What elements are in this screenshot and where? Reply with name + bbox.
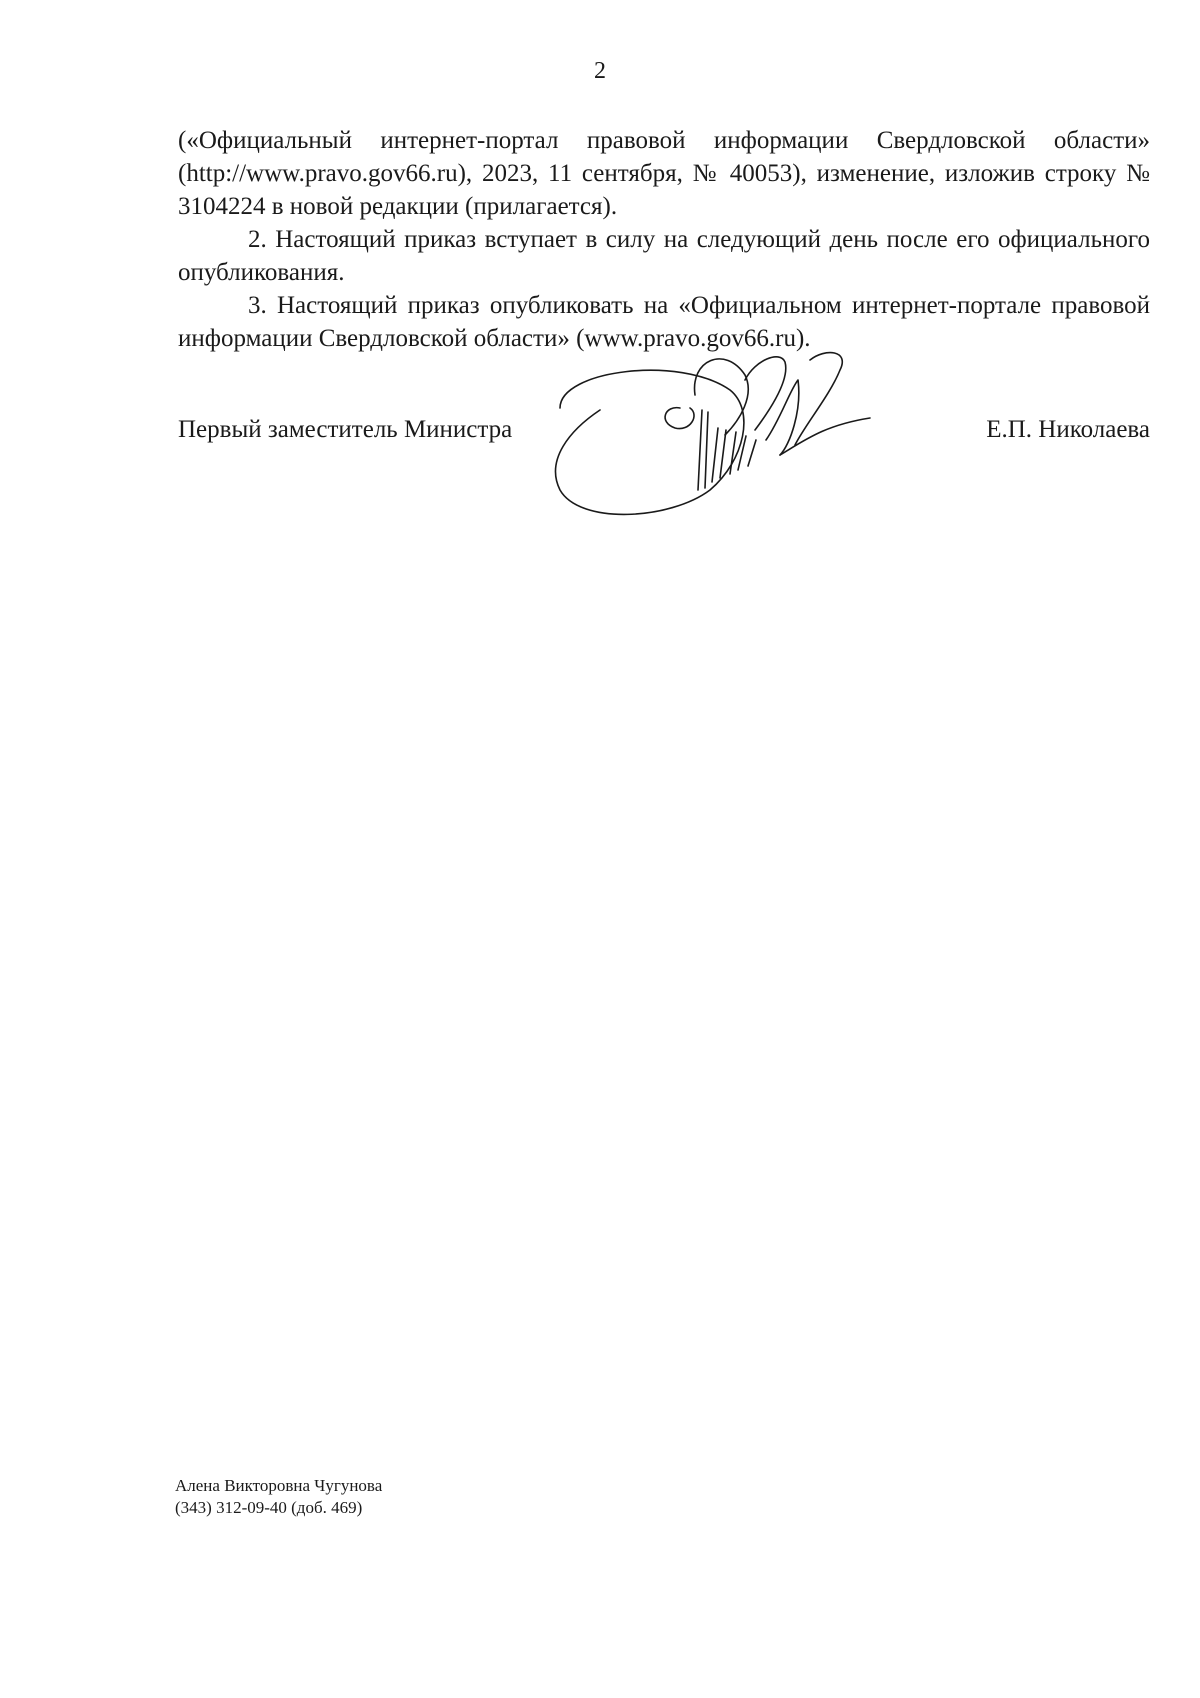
signer-name: Е.П. Николаева [986,416,1150,443]
page-number: 2 [594,58,606,84]
paragraph-continuation: («Официальный интернет-портал правовой информации Свердловской области» (http://www.pravo.gov66.ru), 2023, 11 сентября, № 40053), изменение, изложив строку № 3104224 в новой редакции (прилагается). [178,127,1150,220]
document-body [178,124,1150,355]
executor-name: Алена Викторовна Чугунова [175,1476,383,1495]
signer-position: Первый заместитель Министра [178,416,513,443]
executor-info [175,1475,382,1519]
executor-phone: (343) 312-09-40 (доб. 469) [175,1498,363,1517]
paragraph-item-2: 2. Настоящий приказ вступает в силу на следующий день после его официального опубликования. [178,226,1150,286]
paragraph-item-3: 3. Настоящий приказ опубликовать на «Официальном интернет-портале правовой информации Свердловской области» (www.pravo.gov66.ru). [178,292,1150,352]
handwritten-signature-icon [540,350,885,540]
